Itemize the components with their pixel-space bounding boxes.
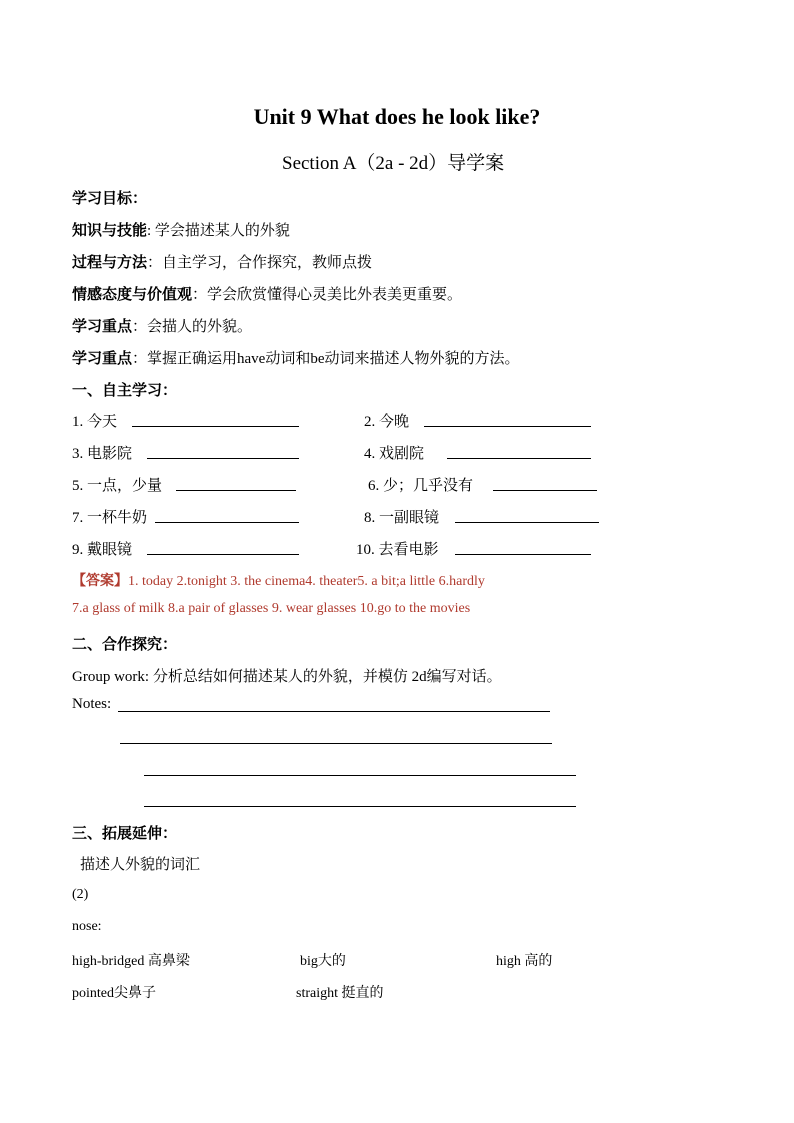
key-point-2-label: 学习重点 <box>72 351 133 367</box>
vocab-item-6 <box>368 474 473 495</box>
answer-blank-5[interactable] <box>176 490 296 491</box>
answer-blank-1[interactable] <box>132 426 299 427</box>
vocab-word: high 高的 <box>496 954 553 969</box>
vocab-item-10 <box>356 538 439 559</box>
section2-heading: 二、合作探究： <box>72 637 178 653</box>
vocab-item-5 <box>72 474 162 495</box>
vocab-item-10-label: 10. 去看电影 <box>356 542 439 558</box>
vocab-word: high-bridged 高鼻梁 <box>72 954 190 969</box>
group-work-instruction: Group work: 分析总结如何描述某人的外貌，并模仿 2d编写对话。 <box>72 669 502 685</box>
answer-blank-4[interactable] <box>447 458 591 459</box>
vocab-title: 描述人外貌的词汇 <box>80 857 201 873</box>
objective-emotion <box>72 283 462 304</box>
notes-line-3[interactable] <box>144 775 576 776</box>
vocab-item-9 <box>72 538 132 559</box>
notes-line-4[interactable] <box>144 806 576 807</box>
vocab-item-1-label: 1. 今天 <box>72 414 118 430</box>
vocab-item-6-label: 6. 少；几乎没有 <box>368 478 474 494</box>
objective-emotion-label: 情感态度与价值观 <box>72 287 193 303</box>
answer-blank-9[interactable] <box>147 554 299 555</box>
vocab-item-3 <box>72 442 132 463</box>
objective-process <box>72 251 372 272</box>
answer-key-line-2: 7.a glass of milk 8.a pair of glasses 9. wear glasses 10.go to the movies <box>72 601 471 616</box>
section3-heading: 三、拓展延伸： <box>72 826 178 842</box>
objective-knowledge-label: 知识与技能 <box>72 223 148 239</box>
notes-label: Notes: <box>72 696 112 712</box>
key-point-2 <box>72 347 520 368</box>
vocab-item-9-label: 9. 戴眼镜 <box>72 542 133 558</box>
vocab-item-4 <box>364 442 424 463</box>
objectives-heading: 学习目标： <box>72 191 148 207</box>
answer-blank-7[interactable] <box>155 522 299 523</box>
objective-emotion-text: ：学会欣赏懂得心灵美比外表美更重要。 <box>192 287 463 303</box>
answer-blank-2[interactable] <box>424 426 591 427</box>
vocab-item-5-label: 5. 一点，少量 <box>72 478 163 494</box>
document-title: Unit 9 What does he look like? <box>253 104 541 129</box>
answer-key-text-1: 1. today 2.tonight 3. the cinema4. theater5. a bit;a little 6.hardly <box>128 574 485 589</box>
vocab-word: big大的 <box>300 954 346 969</box>
vocab-item-8 <box>364 506 439 527</box>
key-point-1-label: 学习重点 <box>72 319 133 335</box>
document-subtitle: Section A（2a - 2d）导学案 <box>282 153 505 174</box>
objective-process-label: 过程与方法 <box>72 255 148 271</box>
objective-process-text: ：自主学习，合作探究，教师点拨 <box>147 255 373 271</box>
answer-blank-6[interactable] <box>493 490 597 491</box>
vocab-item-2 <box>364 410 409 431</box>
vocab-word: straight 挺直的 <box>296 986 384 1001</box>
notes-line-2[interactable] <box>120 743 552 744</box>
objective-knowledge <box>72 219 290 240</box>
nose-label: nose: <box>72 919 102 934</box>
vocab-item-2-label: 2. 今晚 <box>364 414 410 430</box>
vocab-item-1 <box>72 410 117 431</box>
vocab-item-7 <box>72 506 147 527</box>
vocab-item-3-label: 3. 电影院 <box>72 446 133 462</box>
notes-line-1[interactable] <box>118 711 550 712</box>
objective-knowledge-text: : 学会描述某人的外貌 <box>147 223 290 239</box>
vocab-item-7-label: 7. 一杯牛奶 <box>72 510 148 526</box>
key-point-1-text: ：会描人的外貌。 <box>132 319 253 335</box>
key-point-1 <box>72 315 252 336</box>
key-point-2-text: ：掌握正确运用have动词和be动词来描述人物外貌的方法。 <box>132 351 520 367</box>
section1-heading: 一、自主学习： <box>72 383 178 399</box>
vocab-item-4-label: 4. 戏剧院 <box>364 446 425 462</box>
answer-key-line-1 <box>72 570 485 590</box>
vocab-number: (2) <box>72 887 89 902</box>
answer-blank-3[interactable] <box>147 458 299 459</box>
answer-key-label: 【答案】 <box>72 574 128 589</box>
vocab-item-8-label: 8. 一副眼镜 <box>364 510 440 526</box>
vocab-word: pointed尖鼻子 <box>72 986 156 1001</box>
answer-blank-8[interactable] <box>455 522 599 523</box>
answer-blank-10[interactable] <box>455 554 591 555</box>
